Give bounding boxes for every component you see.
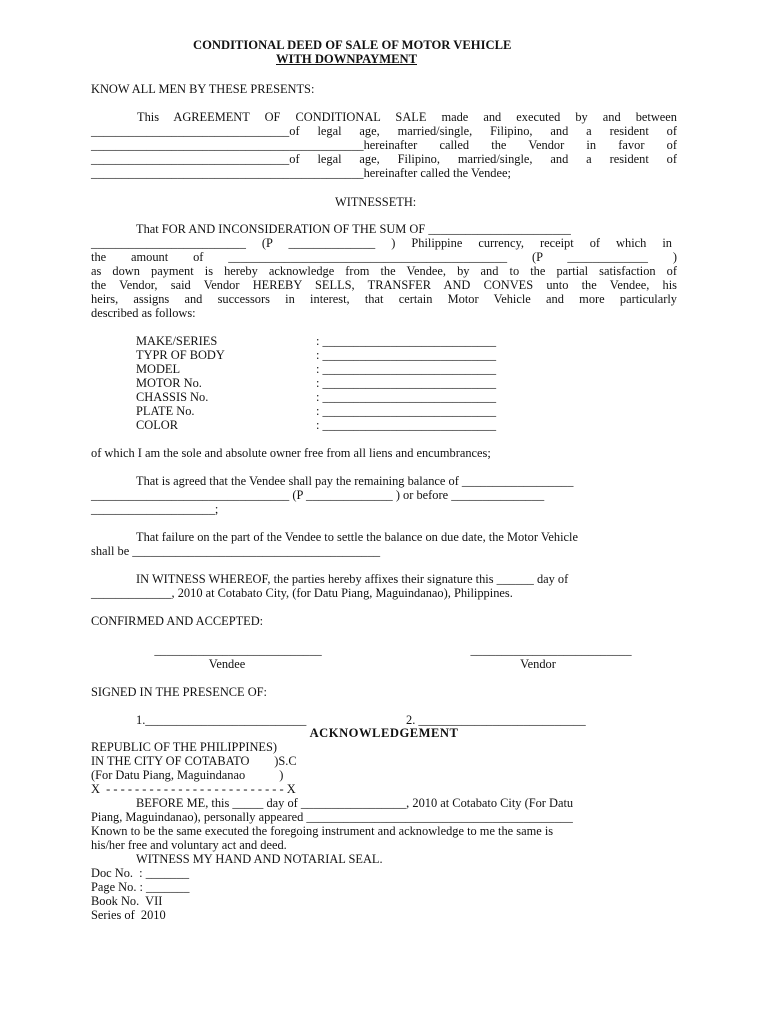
vendee-signature-line: ___________________________	[154, 643, 322, 657]
ack-separator: X - - - - - - - - - - - - - - - - - - - - - - - - - X	[91, 782, 296, 796]
ack-body-line: his/her free and voluntary act and deed.	[91, 838, 287, 852]
agreement-line: ________________________________of legal age, Filipino, married/single, and a resident of	[91, 152, 677, 166]
balance-line: That is agreed that the Vendee shall pay the remaining balance of __________________	[136, 474, 574, 488]
notary-series: Series of 2010	[91, 908, 166, 922]
witness-whereof-line: IN WITNESS WHEREOF, the parties hereby affixes their signature this ______ day of	[136, 572, 569, 586]
ack-header-line: REPUBLIC OF THE PHILIPPINES)	[91, 740, 277, 754]
ack-header-line: IN THE CITY OF COTABATO )S.C	[91, 754, 297, 768]
field-value-plate: : ____________________________	[316, 404, 497, 418]
vendor-label: Vendor	[520, 657, 556, 671]
balance-line: ____________________;	[91, 502, 219, 516]
consideration-line: _________________________ (P ______________ ) Philippine currency, receipt of which in	[91, 236, 672, 250]
witnesseth-heading: WITNESSETH:	[335, 195, 417, 209]
consideration-line: described as follows:	[91, 306, 196, 320]
know-all-heading: KNOW ALL MEN BY THESE PRESENTS:	[91, 82, 315, 96]
field-label-color: COLOR	[136, 418, 178, 432]
field-value-model: : ____________________________	[316, 362, 497, 376]
document-title: CONDITIONAL DEED OF SALE OF MOTOR VEHICLE	[193, 38, 512, 52]
failure-line: That failure on the part of the Vendee to settle the balance on due date, the Motor Vehicle	[136, 530, 579, 544]
field-label-body: TYPR OF BODY	[136, 348, 225, 362]
ack-body-line: Piang, Maguindanao), personally appeared ___________________________________________	[91, 810, 573, 824]
owner-statement: of which I am the sole and absolute owner free from all liens and encumbrances;	[91, 446, 491, 460]
ack-header-line: (For Datu Piang, Maguindanao )	[91, 768, 284, 782]
agreement-line: ____________________________________________hereinafter called the Vendee;	[91, 166, 511, 180]
field-label-model: MODEL	[136, 362, 181, 376]
confirmed-heading: CONFIRMED AND ACCEPTED:	[91, 614, 264, 628]
field-value-body: : ____________________________	[316, 348, 497, 362]
witness-two-line: 2. ___________________________	[406, 713, 586, 727]
agreement-line: ____________________________________________hereinafter called the Vendor in favor of	[91, 138, 677, 152]
field-label-chassis: CHASSIS No.	[136, 390, 209, 404]
failure-line: shall be ________________________________________	[91, 544, 381, 558]
field-label-make: MAKE/SERIES	[136, 334, 218, 348]
field-value-motor: : ____________________________	[316, 376, 497, 390]
field-label-motor: MOTOR No.	[136, 376, 202, 390]
consideration-line: the amount of _____________________________________________ (P _____________ )	[91, 250, 677, 264]
notary-book-no: Book No. VII	[91, 894, 163, 908]
agreement-line: ________________________________of legal age, married/single, Filipino, and a resident of	[91, 124, 677, 138]
ack-body-line: BEFORE ME, this _____ day of _________________, 2010 at Cotabato City (For Datu	[136, 796, 574, 810]
field-value-color: : ____________________________	[316, 418, 497, 432]
agreement-line: This AGREEMENT OF CONDITIONAL SALE made and executed by and between	[137, 110, 677, 124]
field-value-chassis: : ____________________________	[316, 390, 497, 404]
field-value-make: : ____________________________	[316, 334, 497, 348]
acknowledgement-title: ACKNOWLEDGEMENT	[309, 726, 459, 740]
consideration-line: That FOR AND INCONSIDERATION OF THE SUM OF _______________________	[136, 222, 571, 236]
vendor-signature-line: __________________________	[470, 643, 632, 657]
consideration-line: the Vendor, said Vendor HEREBY SELLS, TRANSFER AND CONVES unto the Vendee, his	[91, 278, 677, 292]
witness-one-line: 1.__________________________	[136, 713, 307, 727]
notarial-seal-line: WITNESS MY HAND AND NOTARIAL SEAL.	[136, 852, 383, 866]
notary-page-no: Page No. : _______	[91, 880, 190, 894]
document-subtitle: WITH DOWNPAYMENT	[276, 52, 417, 66]
witness-whereof-line: _____________, 2010 at Cotabato City, (for Datu Piang, Maguindanao), Philippines.	[91, 586, 513, 600]
consideration-line: as down payment is hereby acknowledge from the Vendee, by and to the partial satisfaction of	[91, 264, 677, 278]
consideration-line: heirs, assigns and successors in interest, that certain Motor Vehicle and more particularly	[91, 292, 677, 306]
ack-body-line: Known to be the same executed the foregoing instrument and acknowledge to me the same is	[91, 824, 554, 838]
notary-doc-no: Doc No. : _______	[91, 866, 190, 880]
vendee-label: Vendee	[208, 657, 246, 671]
field-label-plate: PLATE No.	[136, 404, 195, 418]
signed-presence-heading: SIGNED IN THE PRESENCE OF:	[91, 685, 268, 699]
balance-line: ________________________________ (P ______________ ) or before _______________	[91, 488, 545, 502]
